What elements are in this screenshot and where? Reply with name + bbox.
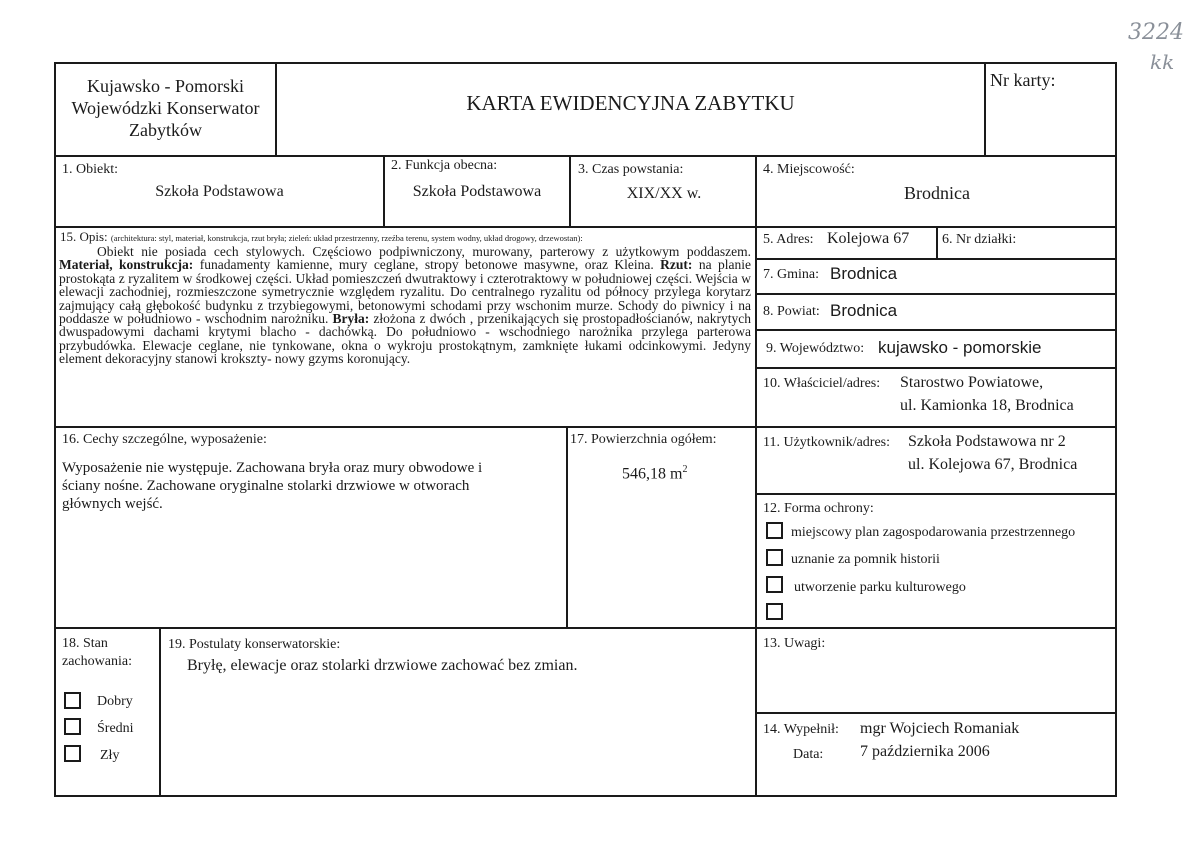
opis-text: Obiekt nie posiada cech stylowych. Częściowo podpiwniczony, murowany, parterowy z użytkowym poddaszem. Materiał, konstrukcja: funadamenty kamienne, mury ceglane, stropy betonowe masywne, oraz Kleina. Rzut: na planie prostokąta z ryzalitem w środkowej części. Układ pomieszczeń dwutraktowy i czterotraktowy w południowej części. Wejścia w elewacji zachodniej, rozmieszczone symetrycznie względem ryzalitu. Do centralnego ryzalitu od północy przylega korytarz zajmujący całą głębokość budynku z trzybiegowymi, betonowymi schodami przy wschonim murze. Schody do piwnicy i na poddasze w południowo - wschodnim narożniku. Bryła: złożona z dwóch , przenikających się prostopadłościanów, nakrytych dwuspadowymi dachami krytymi blacho - dachówką. Do południowo - wschodniego narożnika przylega parterowa przybudówka. Elewacje ceglane, nie tynkowane, okna o wykroju prostokątnym, zamknięte łukami odcinkowymi. Jedyny element dekoracyjny stanowi krokszty- nowy gzyms koronujący.: [59, 244, 752, 367]
powierzchnia-value: 546,18 $m^2$: [622, 464, 688, 483]
stan-dobry-label: Dobry: [97, 694, 133, 709]
powiat-label: 8. Powiat:: [763, 304, 820, 319]
funkcja-label: 2. Funkcja obecna:: [391, 158, 498, 173]
forma-other-checkbox[interactable]: [766, 603, 783, 620]
uzytkownik-line1: Szkoła Podstawowa nr 2: [908, 433, 1066, 450]
uzytkownik-label: 11. Użytkownik/adres:: [763, 435, 891, 450]
data-value: 7 października 2006: [860, 743, 990, 760]
wypelnil-label: 14. Wypełnił:: [763, 722, 839, 737]
adres-label: 5. Adres:: [763, 232, 814, 247]
dzialka-label: 6. Nr działki:: [942, 232, 1017, 247]
handwritten-number: 3224: [1128, 20, 1184, 45]
czas-value: XIX/XX w.: [626, 185, 702, 202]
forma-park-checkbox[interactable]: [766, 576, 783, 593]
czas-label: 3. Czas powstania:: [578, 162, 684, 177]
uwagi-label: 13. Uwagi:: [763, 636, 826, 651]
stan-zly-checkbox[interactable]: [64, 745, 81, 762]
powiat-value: Brodnica: [830, 301, 898, 320]
handwritten-initials: kk: [1150, 50, 1175, 74]
uzytkownik-line2: ul. Kolejowa 67, Brodnica: [908, 456, 1078, 473]
institution-name: Kujawsko - Pomorski Wojewódzki Konserwator Zabytków: [71, 76, 260, 140]
stan-label: 18. Stan: [62, 636, 108, 651]
forma-pomnik-checkbox[interactable]: [766, 549, 783, 566]
obiekt-label: 1. Obiekt:: [62, 162, 118, 177]
miejscowosc-value: Brodnica: [904, 183, 970, 203]
wlasciciel-label: 10. Właściciel/adres:: [763, 376, 881, 391]
obiekt-value: Szkoła Podstawowa: [155, 183, 284, 200]
adres-value: Kolejowa 67: [827, 230, 910, 247]
funkcja-value: Szkoła Podstawowa: [412, 183, 542, 200]
gmina-value: Brodnica: [830, 264, 898, 283]
data-label: Data:: [793, 747, 824, 762]
wypelnil-value: mgr Wojciech Romaniak: [860, 720, 1020, 737]
stan-label-2: zachowania:: [62, 654, 132, 669]
postulaty-label: 19. Postulaty konserwatorskie:: [168, 637, 341, 652]
forma-pomnik-label: uznanie za pomnik historii: [791, 552, 940, 567]
wlasciciel-line1: Starostwo Powiatowe,: [900, 374, 1044, 391]
stan-zly-label: Zły: [100, 748, 120, 763]
forma-plan-label: miejscowy plan zagospodarowania przestrzennego: [791, 525, 1076, 540]
forma-label: 12. Forma ochrony:: [763, 501, 874, 516]
forma-plan-checkbox[interactable]: [766, 522, 783, 539]
page-title: KARTA EWIDENCYJNA ZABYTKU: [466, 91, 795, 115]
opis-label: 15. Opis: (architektura: styl, materiał, konstrukcja, rzut bryła; zieleń: układ przestrzenny, rzeźba terenu, system wodny, układ drogowy, drzewostan):: [60, 229, 583, 244]
wojewodztwo-value: kujawsko - pomorskie: [878, 338, 1042, 357]
cechy-text: Wyposażenie nie występuje. Zachowana bryła oraz mury obwodowe i ściany nośne. Zachowane oryginalne stolarki drzwiowe w otworach głównych wejść.: [62, 460, 483, 512]
miejscowosc-label: 4. Miejscowość:: [763, 162, 855, 177]
wojewodztwo-label: 9. Województwo:: [766, 341, 865, 356]
stan-dobry-checkbox[interactable]: [64, 692, 81, 709]
stan-sredni-checkbox[interactable]: [64, 718, 81, 735]
postulaty-value: Bryłę, elewacje oraz stolarki drzwiowe zachować bez zmian.: [187, 657, 578, 674]
powierzchnia-label: 17. Powierzchnia ogółem:: [570, 432, 717, 447]
wlasciciel-line2: ul. Kamionka 18, Brodnica: [900, 397, 1074, 414]
card-number-label: Nr karty:: [990, 70, 1056, 90]
gmina-label: 7. Gmina:: [763, 267, 819, 282]
stan-sredni-label: Średni: [97, 721, 134, 736]
forma-park-label: utworzenie parku kulturowego: [794, 580, 966, 595]
cechy-label: 16. Cechy szczególne, wyposażenie:: [62, 432, 267, 447]
